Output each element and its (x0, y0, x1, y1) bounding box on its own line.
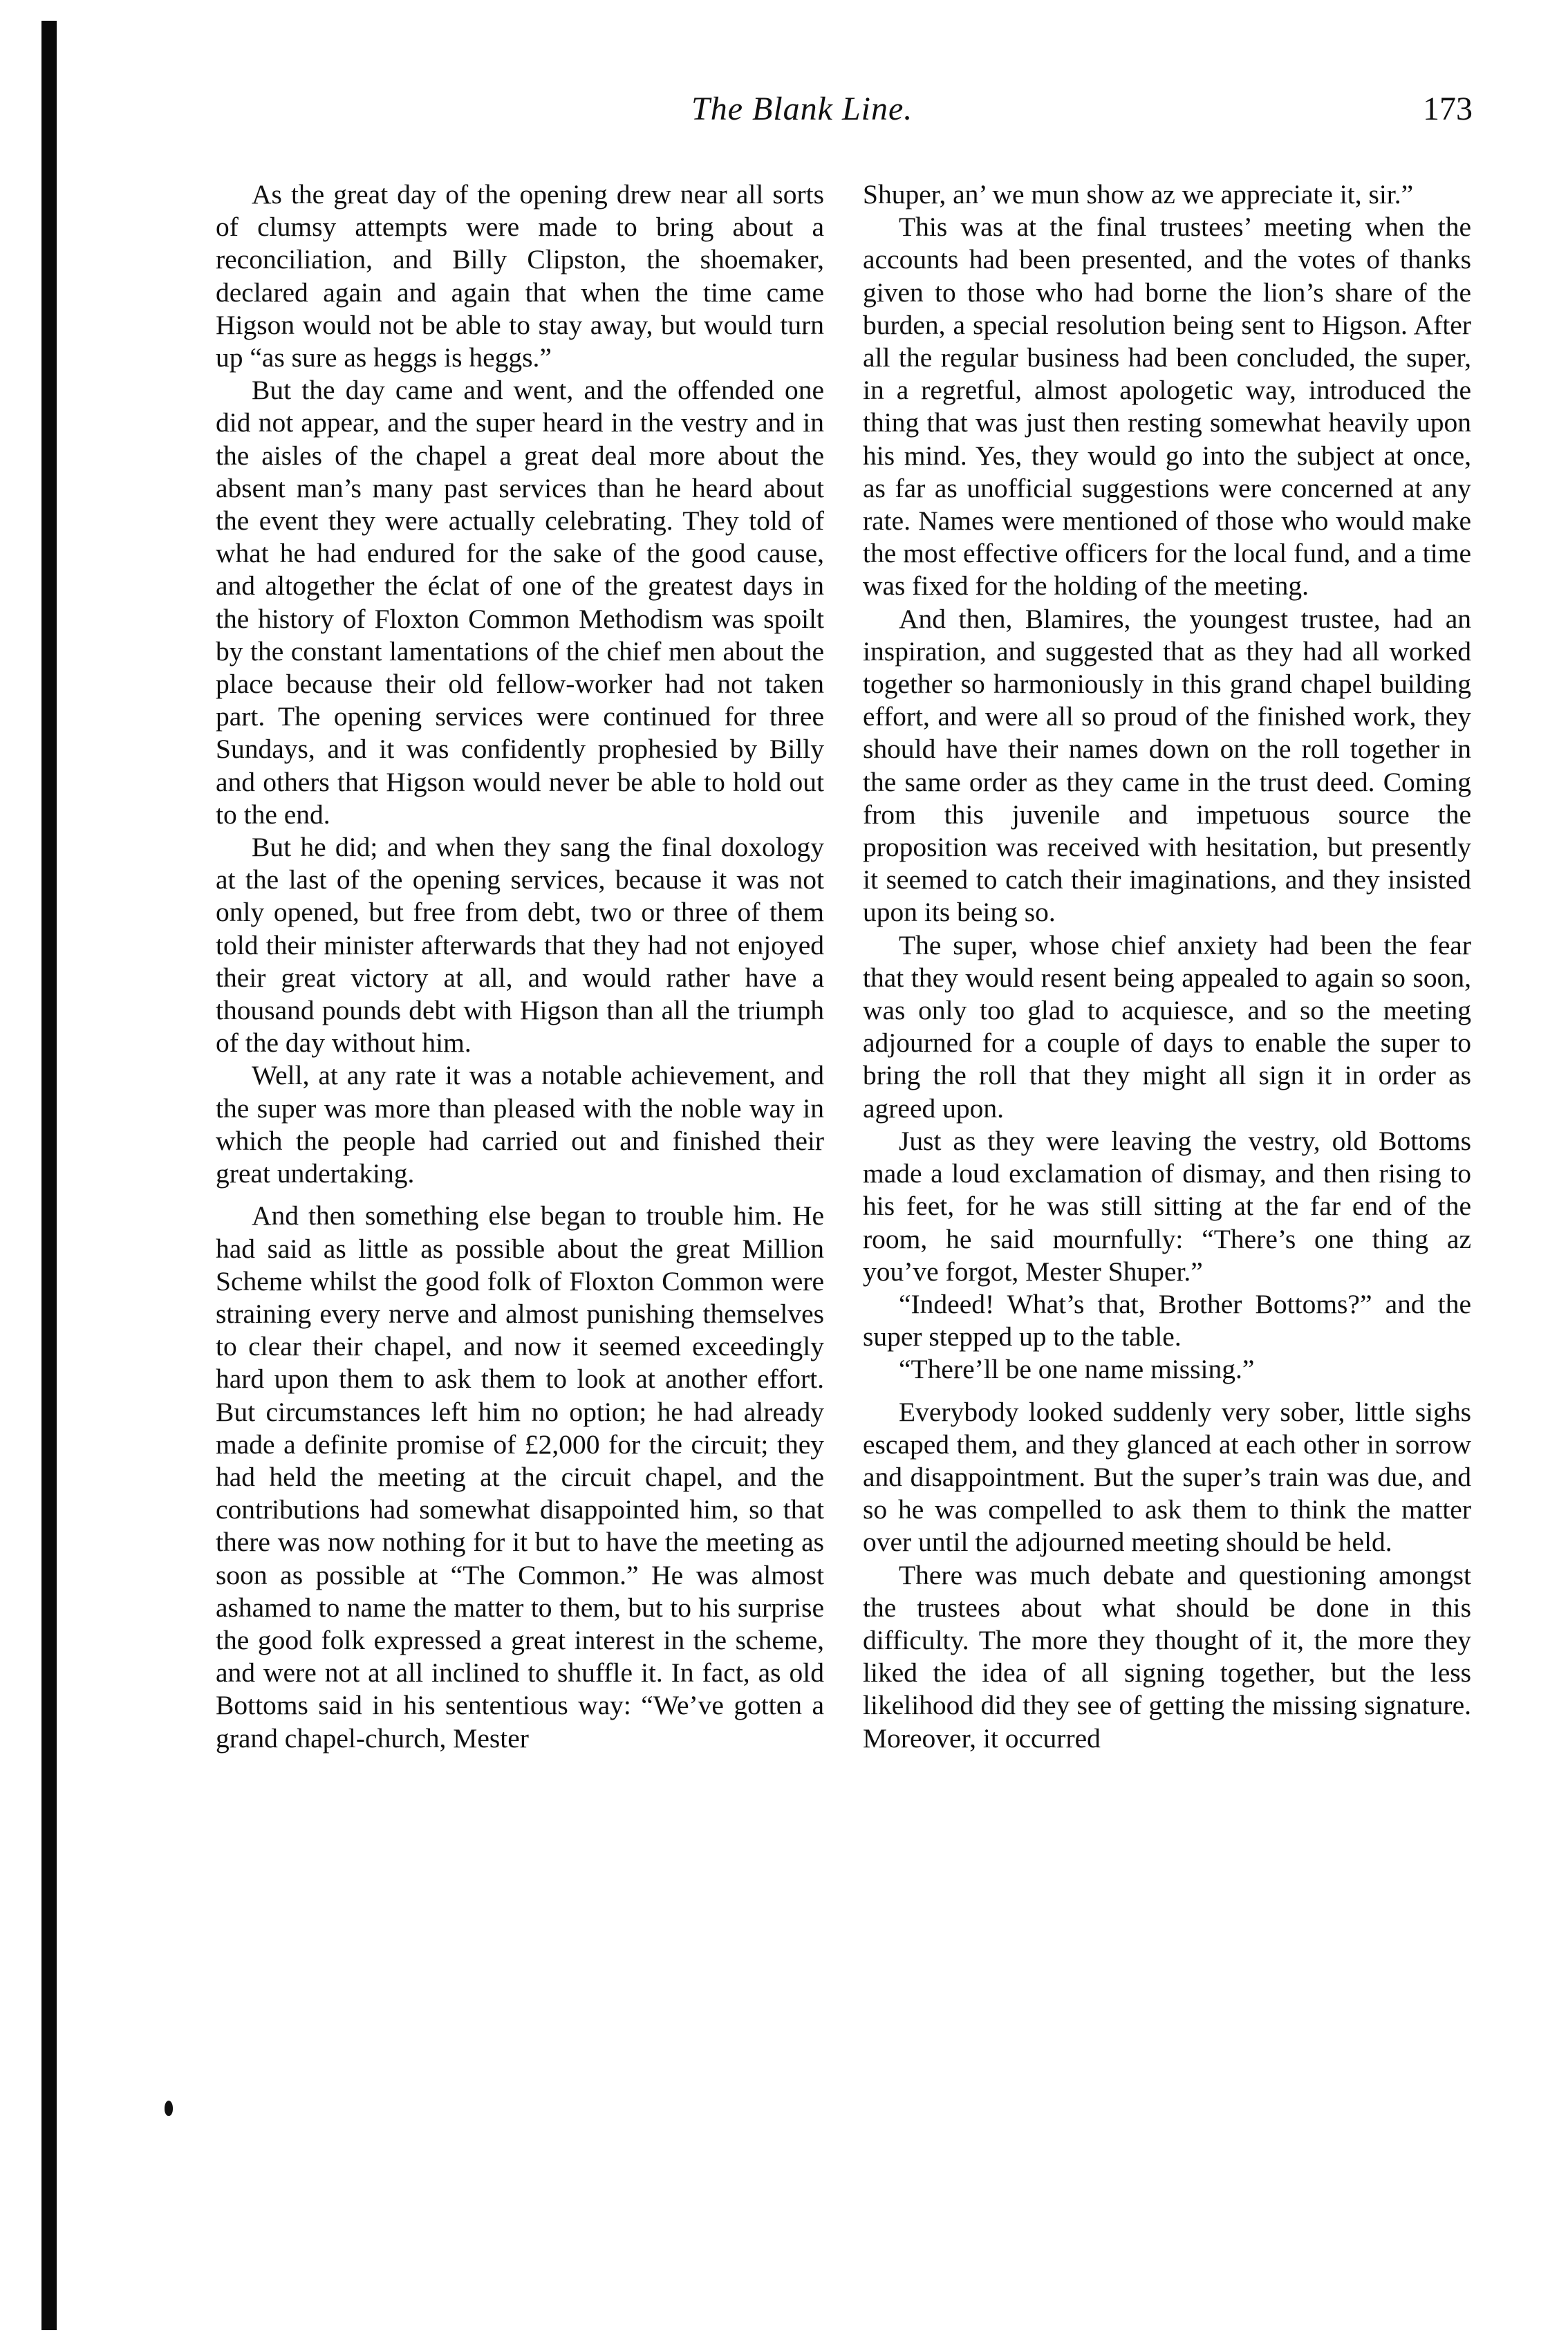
paragraph: But the day came and went, and the offended one did not appear, and the super heard in the vestry and in the aisles of the chapel a great deal more about the absent man’s many past services than he heard about the event they were actually celebrating. They told of what he had endured for the sake of the good cause, and altogether the éclat of one of the greatest days in the history of Floxton Common Methodism was spoilt by the constant lamentations of the chief men about the place because their old fellow-worker had not taken part. The opening services were continued for three Sundays, and it was confidently prophesied by Billy and others that Higson would never be able to hold out to the end. (216, 375, 824, 830)
paragraph: There was much debate and questioning amongst the trustees about what should be done in this difficulty. The more they thought of it, the more they liked the idea of all signing together, but the less likelihood did they see of getting the missing signature. Moreover, it occurred (863, 1559, 1471, 1754)
paragraph: “There’ll be one name missing.” (899, 1354, 1255, 1385)
page-number: 173 (1423, 91, 1473, 127)
paragraph: Everybody looked suddenly very sober, little sighs escaped them, and they glanced at each other in sorrow and disappointment. But the super’s train was due, and so he was compelled to ask them to think the matter over until the adjourned meeting should be held. (863, 1396, 1471, 1558)
paragraph: Just as they were leaving the vestry, old Bottoms made a loud exclamation of dismay, and then rising to his feet, for he was still sitting at the far end of the room, he said mournfully: “There’s one thing az you’ve forgot, Mester Shuper.” (863, 1125, 1471, 1287)
ink-blot-mark (165, 2101, 173, 2116)
paragraph: This was at the final trustees’ meeting when the accounts had been presented, and the votes of thanks given to those who had borne the lion’s share of the burden, a special resolution being sent to Higson. After all the regular business had been concluded, the super, in a regretful, almost apologetic way, introduced the thing that was just then resting somewhat heavily upon his mind. Yes, they would go into the subject at once, as far as unofficial suggestions were concerned at any rate. Names were mentioned of those who would make the most effective officers for the local fund, and a time was fixed for the holding of the meeting. (863, 212, 1471, 602)
right-column (863, 178, 1471, 1755)
paragraph: But he did; and when they sang the final doxology at the last of the opening services, because it was not only opened, but free from debt, two or three of them told their minister afterwards that they had not enjoyed their great victory at all, and would rather have a thousand pounds debt with Higson than all the triumph of the day without him. (216, 832, 824, 1059)
paragraph-continued: Shuper, an’ we mun show az we appreciate it, sir.” (863, 179, 1414, 210)
scan-edge-shadow (41, 21, 57, 2330)
paragraph: Well, at any rate it was a notable achievement, and the super was more than pleased with the noble way in which the people had carried out and finished their great undertaking. (216, 1060, 824, 1189)
paragraph: And then something else began to trouble him. He had said as little as possible about the great Million Scheme whilst the good folk of Floxton Common were straining every nerve and almost punishing themselves to clear their chapel, and now it seemed exceedingly hard upon them to ask them to look at another effort. But circumstances left him no option; he had already made a definite promise of £2,000 for the circuit; they had held the meeting at the circuit chapel, and the contributions had somewhat disappointed him, so that there was now nothing for it but to have the meeting as soon as possible at “The Common.” He was almost ashamed to name the matter to them, but to his surprise the good folk expressed a great interest in the scheme, and were not at all inclined to shuffle it. In fact, as old Bottoms said in his sententious way: “We’ve gotten a grand chapel-church, Mester (216, 1200, 824, 1754)
paragraph: The super, whose chief anxiety had been the fear that they would resent being appealed to again so soon, was only too glad to acquiesce, and so the meeting adjourned for a couple of days to enable the super to bring the roll that they might all sign it in order as agreed upon. (863, 929, 1471, 1124)
paragraph: And then, Blamires, the youngest trustee, had an inspiration, and suggested that as they had all worked together so harmoniously in this grand chapel building effort, and were all so proud of the finished work, they should have their names down on the roll together in the same order as they came in the trust deed. Coming from this juvenile and impetuous source the proposition was received with hesitation, but presently it seemed to catch their imaginations, and they insisted upon its being so. (863, 603, 1471, 928)
left-column (216, 178, 824, 1755)
running-title: The Blank Line. (691, 91, 913, 127)
paragraph: “Indeed! What’s that, Brother Bottoms?” and the super stepped up to the table. (863, 1288, 1471, 1352)
running-header (207, 90, 1473, 145)
paragraph: As the great day of the opening drew near all sorts of clumsy attempts were made to bring about a reconciliation, and Billy Clipston, the shoemaker, declared again and again that when the time came Higson would not be able to stay away, but would turn up “as sure as heggs is heggs.” (216, 179, 824, 373)
